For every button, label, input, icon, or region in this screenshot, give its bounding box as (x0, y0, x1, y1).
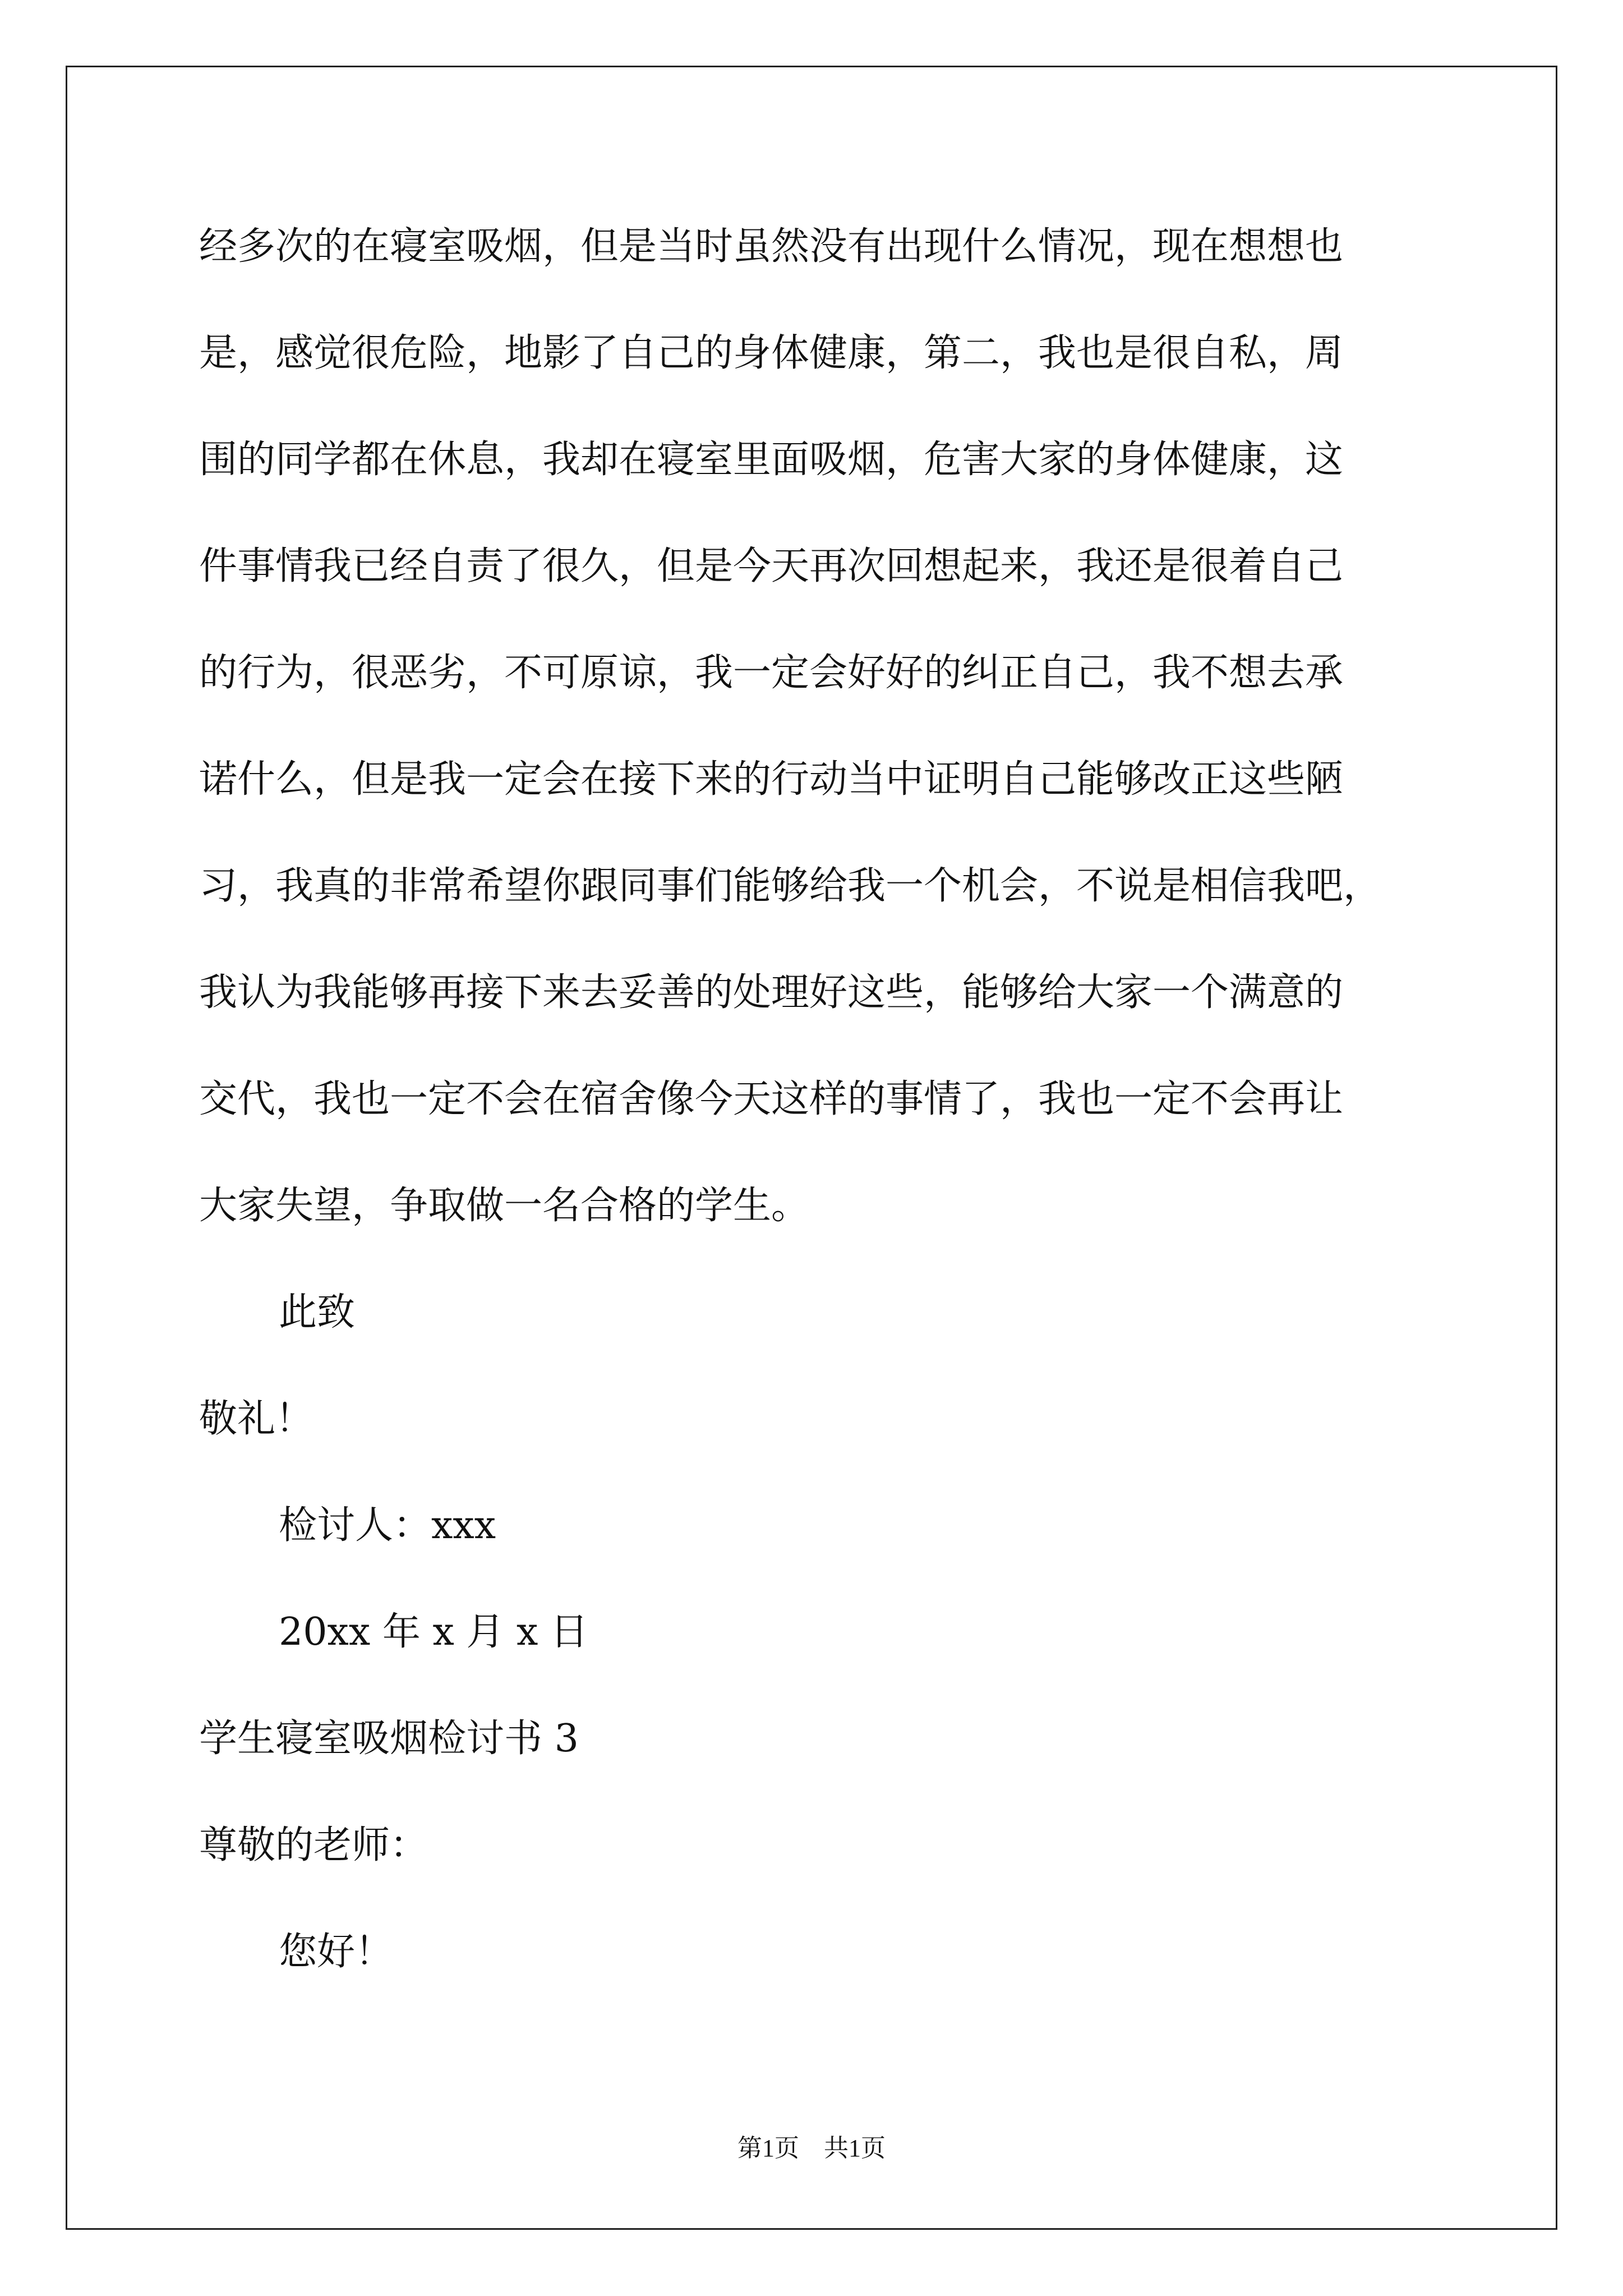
body-line: 交代，我也一定不会在宿舍像今天这样的事情了，我也一定不会再让 (199, 1077, 1344, 1121)
date-line: 20xx 年 x 月 x 日 (279, 1610, 589, 1654)
greeting-hello: 您好！ (279, 1930, 394, 1974)
body-line: 的行为，很恶劣，不可原谅，我一定会好好的纠正自己，我不想去承 (199, 651, 1344, 695)
body-line: 习，我真的非常希望你跟同事们能够给我一个机会，不说是相信我吧， (199, 864, 1382, 908)
body-line: 件事情我已经自责了很久，但是今天再次回想起来，我还是很着自己 (199, 544, 1344, 588)
signature-line: 检讨人：xxx (279, 1503, 496, 1548)
closing-respect: 敬礼！ (199, 1397, 314, 1441)
body-line: 围的同学都在休息，我却在寝室里面吸烟，危害大家的身体健康，这 (199, 438, 1344, 482)
closing-salutation: 此致 (279, 1290, 356, 1335)
body-line: 诺什么，但是我一定会在接下来的行动当中证明自己能够改正这些陋 (199, 757, 1344, 802)
document-body (199, 208, 1433, 2019)
body-line: 我认为我能够再接下来去妥善的处理好这些，能够给大家一个满意的 (199, 970, 1344, 1015)
section-title: 学生寝室吸烟检讨书 3 (199, 1717, 579, 1761)
page-number-footer: 第1页 共1页 (737, 2134, 886, 2162)
body-line: 经多次的在寝室吸烟，但是当时虽然没有出现什么情况，现在想想也 (199, 224, 1344, 269)
greeting-recipient: 尊敬的老师： (199, 1823, 428, 1867)
body-line: 是，感觉很危险，地影了自己的身体健康，第二，我也是很自私，周 (199, 331, 1344, 375)
body-line: 大家失望，争取做一名合格的学生。 (199, 1184, 810, 1228)
